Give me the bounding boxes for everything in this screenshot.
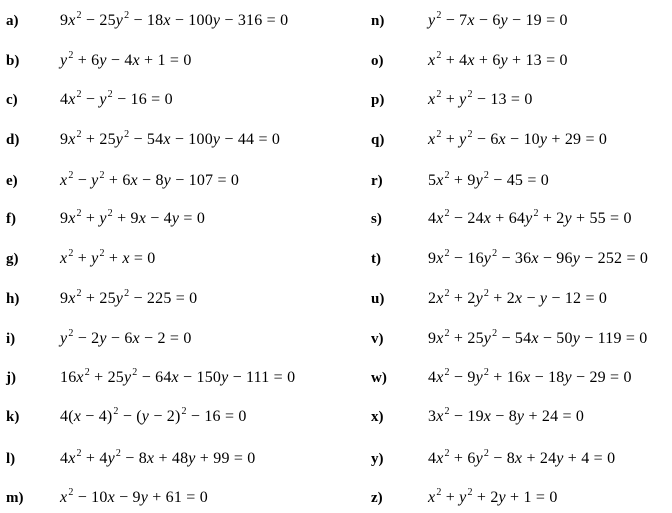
exercise-equation: $x^2 + 4x + 6y + 13 = 0$ — [428, 50, 568, 69]
exercise-equation: $9x^2 + 25y^2 - 54x - 100y - 44 = 0$ — [60, 129, 281, 148]
exercise-equation: $4x^2 - 9y^2 + 16x - 18y - 29 = 0$ — [428, 367, 632, 386]
exercise-label: f) — [6, 210, 16, 227]
exercise-equation: $4x^2 + 4y^2 - 8x + 48y + 99 = 0$ — [60, 448, 256, 467]
exercise-equation: $x^2 + y^2 + x = 0$ — [60, 248, 156, 267]
exercise-equation: $x^2 + y^2 + 2y + 1 = 0$ — [428, 487, 558, 506]
exercise-label: z) — [371, 489, 383, 506]
exercise-equation: $x^2 - y^2 + 6x - 8y - 107 = 0$ — [60, 170, 240, 189]
exercise-label: i) — [6, 330, 16, 347]
exercise-equation: $16x^2 + 25y^2 - 64x - 150y - 111 = 0$ — [60, 367, 296, 386]
exercise-label: m) — [6, 489, 24, 506]
exercise-equation: $x^2 + y^2 - 13 = 0$ — [428, 89, 533, 108]
exercise-label: g) — [6, 250, 19, 267]
exercise-label: t) — [371, 250, 381, 267]
exercise-equation: $x^2 + y^2 - 6x - 10y + 29 = 0$ — [428, 129, 608, 148]
exercise-equation: $3x^2 - 19x - 8y + 24 = 0$ — [428, 406, 585, 425]
exercise-label: w) — [371, 369, 387, 386]
exercise-equation: $4x^2 - 24x + 64y^2 + 2y + 55 = 0$ — [428, 208, 632, 227]
exercise-equation: $5x^2 + 9y^2 - 45 = 0$ — [428, 170, 549, 189]
exercise-label: y) — [371, 450, 384, 467]
exercise-equation: $9x^2 - 16y^2 - 36x - 96y - 252 = 0$ — [428, 248, 649, 267]
exercise-label: a) — [6, 12, 19, 29]
exercise-label: c) — [6, 91, 18, 108]
exercise-label: x) — [371, 408, 384, 425]
exercise-label: k) — [6, 408, 20, 425]
exercise-label: d) — [6, 131, 20, 148]
exercise-label: u) — [371, 290, 385, 307]
exercise-equation: $y^2 - 7x - 6y - 19 = 0$ — [428, 10, 568, 29]
exercise-equation: $x^2 - 10x - 9y + 61 = 0$ — [60, 487, 208, 506]
exercise-label: o) — [371, 52, 384, 69]
exercise-equation: $4x^2 + 6y^2 - 8x + 24y + 4 = 0$ — [428, 448, 616, 467]
exercise-label: q) — [371, 131, 385, 148]
exercise-equation: $9x^2 + 25y^2 - 225 = 0$ — [60, 288, 198, 307]
exercise-label: l) — [6, 450, 16, 467]
exercise-label: v) — [371, 330, 384, 347]
exercise-label: j) — [6, 369, 16, 386]
exercise-equation: $9x^2 + 25y^2 - 54x - 50y - 119 = 0$ — [428, 328, 648, 347]
exercise-equation: $y^2 + 6y - 4x + 1 = 0$ — [60, 50, 192, 69]
exercise-label: s) — [371, 210, 382, 227]
exercise-equation: $9x^2 + y^2 + 9x - 4y = 0$ — [60, 208, 206, 227]
exercise-label: n) — [371, 12, 385, 29]
exercise-equation: $4(x - 4)^2 - (y - 2)^2 - 16 = 0$ — [60, 406, 247, 425]
exercise-equation: $2x^2 + 2y^2 + 2x - y - 12 = 0$ — [428, 288, 608, 307]
exercise-label: e) — [6, 172, 18, 189]
exercise-equation: $4x^2 - y^2 - 16 = 0$ — [60, 89, 173, 108]
exercise-label: b) — [6, 52, 20, 69]
exercise-equation: $y^2 - 2y - 6x - 2 = 0$ — [60, 328, 192, 347]
exercise-label: r) — [371, 172, 383, 189]
exercise-equation: $9x^2 - 25y^2 - 18x - 100y - 316 = 0$ — [60, 10, 289, 29]
exercise-label: p) — [371, 91, 385, 108]
exercise-label: h) — [6, 290, 20, 307]
